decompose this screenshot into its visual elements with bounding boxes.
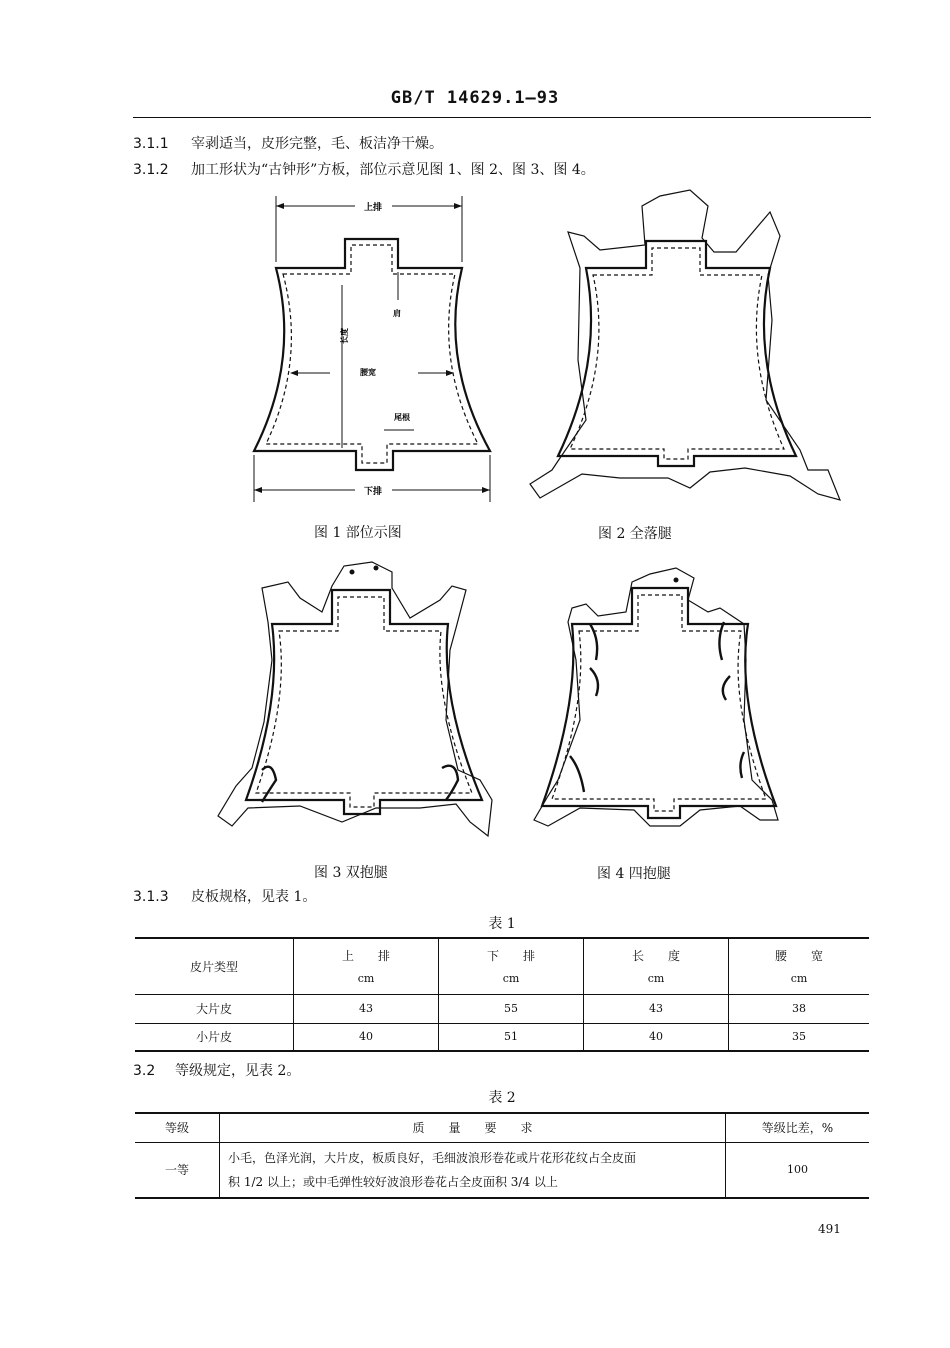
fig1-label-waist: 腰宽	[360, 368, 376, 377]
table-cell: 40	[294, 1023, 439, 1051]
requirement-line: 小毛，色泽光润，大片皮，板质良好，毛细波浪形卷花或片花形花纹占全皮面	[228, 1150, 637, 1165]
table-cell: 51	[439, 1023, 584, 1051]
para-3-1-3	[133, 886, 316, 906]
para-text: 等级规定，见表 2。	[175, 1063, 301, 1079]
figure3-caption: 图 3 双抱腿	[314, 865, 388, 881]
para-text: 皮板规格，见表 1。	[191, 889, 317, 905]
fig1-label-top: 上排	[363, 203, 383, 213]
requirement-line: 积 1/2 以上；或中毛弹性较好波浪形卷花占全皮面积 3/4 以上	[228, 1174, 558, 1189]
grade-cell: 一等	[135, 1142, 220, 1198]
table-row	[135, 994, 869, 1023]
page-number: 491	[818, 1222, 841, 1236]
table-cell: 35	[792, 1030, 806, 1044]
table2-header-cell: 质 量 要 求	[220, 1113, 726, 1142]
para-number: 3.1.3	[133, 889, 169, 905]
figure4-diagram	[534, 568, 778, 826]
table-cell: 43	[584, 994, 729, 1023]
figure1-caption: 图 1 部位示图	[314, 525, 402, 541]
table2-title: 表 2	[488, 1090, 516, 1106]
figure2-caption: 图 2 全落腿	[598, 526, 672, 542]
para-3-2	[133, 1060, 300, 1080]
table-cell: 大片皮	[135, 994, 294, 1023]
para-number: 3.1.2	[133, 162, 169, 178]
table1-header-cell: 下 排 cm	[439, 938, 584, 994]
para-number: 3.1.1	[133, 136, 169, 152]
figure2-diagram	[530, 190, 840, 500]
requirement-cell	[220, 1142, 726, 1198]
para-text: 加工形状为“古钟形”方板，部位示意见图 1、图 2、图 3、图 4。	[191, 162, 595, 178]
table-header-row	[135, 938, 869, 994]
table-cell: 40	[584, 1023, 729, 1051]
table1-header-cell: 皮片类型	[135, 938, 294, 994]
table-header-row	[135, 1113, 869, 1142]
table2-header-cell: 等级比差，%	[726, 1113, 870, 1142]
figure1-diagram	[254, 196, 490, 502]
table1-header-cell: 腰 宽 cm	[729, 938, 870, 994]
table2-header-cell: 等级	[135, 1113, 220, 1142]
table1-title: 表 1	[488, 916, 516, 932]
table1-header-cell: 长 度 cm	[584, 938, 729, 994]
table-cell: 55	[439, 994, 584, 1023]
grade-diff-cell: 100	[787, 1163, 808, 1177]
para-text: 宰剥适当，皮形完整，毛、板洁净干燥。	[191, 136, 443, 152]
table-cell: 38	[729, 994, 870, 1023]
table-cell: 小片皮	[135, 1023, 294, 1051]
fig1-label-bottom: 下排	[363, 487, 383, 497]
table-cell: 43	[294, 994, 439, 1023]
table1-header-cell: 上 排 cm	[294, 938, 439, 994]
table-row	[135, 1023, 869, 1051]
figure4-caption: 图 4 四抱腿	[597, 866, 671, 882]
table2	[135, 1112, 869, 1199]
fig1-label-tail: 尾根	[394, 413, 410, 422]
fig1-label-length: 长度	[340, 328, 349, 344]
table1	[135, 937, 869, 1052]
para-number: 3.2	[133, 1063, 156, 1079]
table-row	[135, 1142, 869, 1198]
standard-code: GB/T 14629.1—93	[390, 88, 560, 108]
fig1-label-shoulder: 肩	[393, 309, 401, 318]
figure3-diagram	[218, 562, 492, 836]
